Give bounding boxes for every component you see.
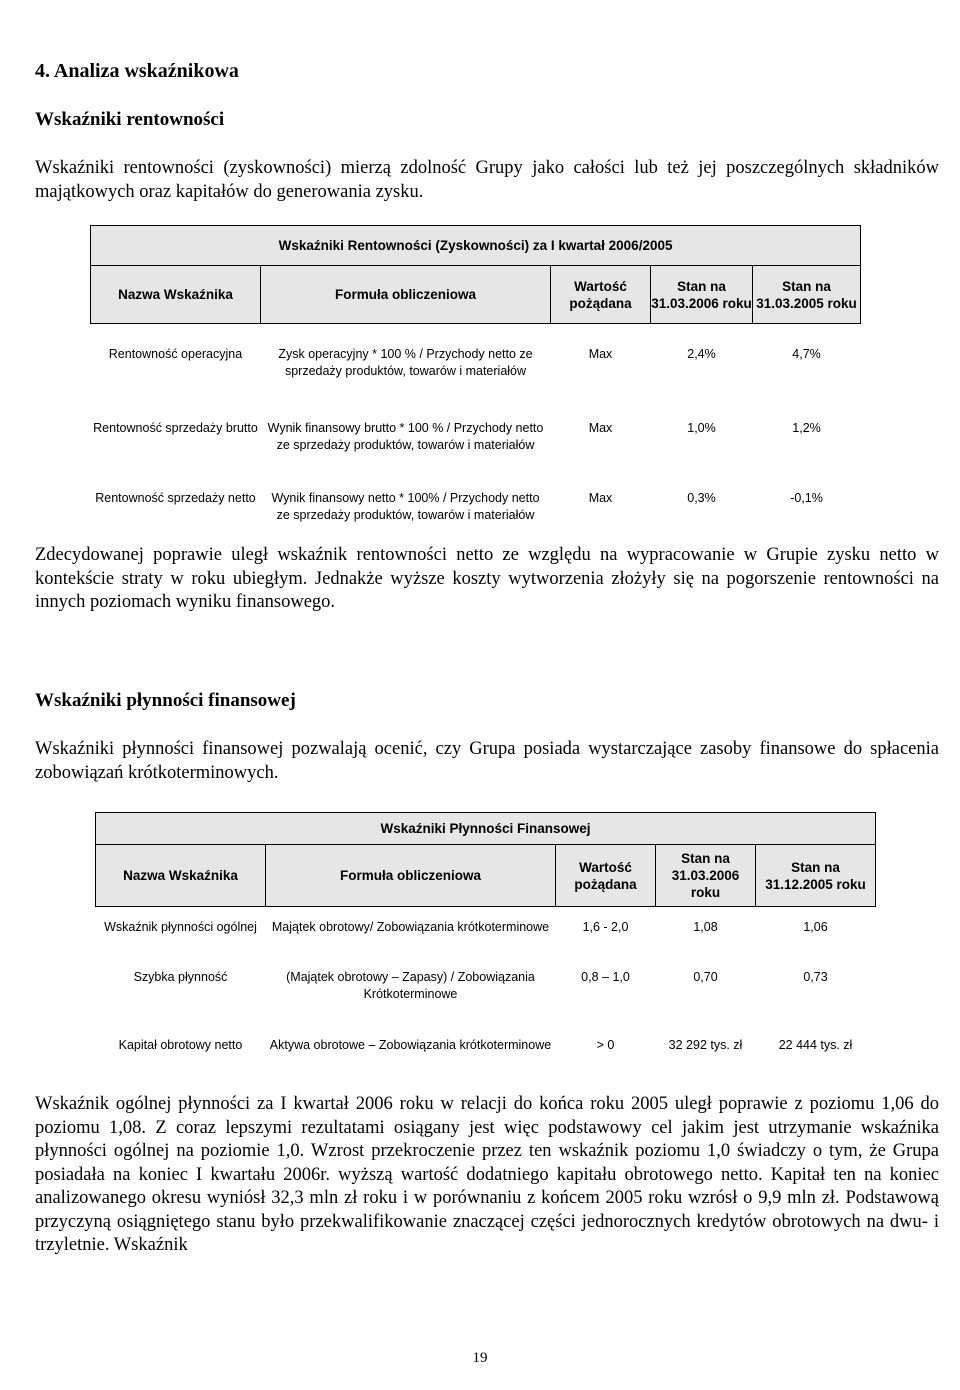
row-target: Max bbox=[588, 490, 613, 505]
table-row bbox=[91, 346, 861, 420]
liquidity-comment: Wskaźnik ogólnej płynności za I kwartał 2006 roku w relacji do końca roku 2005 uległ poprawie z poziomu 1,06 do poziomu 1,08. Z coraz lepszymi rezultatami osiągany jest więc podstawowy cel jakim jest utrzymanie wskaźnika płynności ogólnej na poziomie 1,0. Wzrost przekroczenie przez ten wskaźnik poziomu 1,0 świadczy o tym, że Grupa posiadała na koniec I kwartału 2006r. wyższą wartość dodatniego kapitału obrotowego netto. Kapitał ten na koniec analizowanego okresu wyniósł 32,3 mln zł roku i w porównaniu z końcem 2005 roku wzrósł o 9,9 mln zł. Podstawową przyczyną osiągniętego stanu było przekwalifikowanie znaczącej części jednorocznych kredytów obrotowych na dwu- i trzyletnie. Wskaźnik bbox=[35, 1094, 939, 1255]
row-name: Szybka płynność bbox=[133, 969, 228, 984]
row-value-2006: 1,08 bbox=[693, 919, 718, 934]
row-target: Max bbox=[588, 346, 613, 361]
col-header-formula: Formuła obliczeniowa bbox=[266, 845, 556, 907]
row-target: 1,6 - 2,0 bbox=[582, 919, 629, 934]
col-header-2006: Stan na 31.03.2006 roku bbox=[651, 266, 753, 324]
col-header-2005: Stan na 31.03.2005 roku bbox=[753, 266, 861, 324]
table-row bbox=[96, 969, 876, 1023]
col-header-name: Nazwa Wskaźnika bbox=[91, 266, 261, 324]
row-formula: Wynik finansowy brutto * 100 % / Przychody netto ze sprzedaży produktów, towarów i materiałów bbox=[267, 420, 544, 452]
table-row bbox=[91, 490, 861, 546]
row-value-2006: 2,4% bbox=[687, 346, 716, 361]
row-formula: Aktywa obrotowe – Zobowiązania krótkoterminowe bbox=[269, 1037, 552, 1052]
row-value-2005: 0,73 bbox=[803, 969, 828, 984]
row-value-2005: -0,1% bbox=[790, 490, 823, 505]
liquidity-intro: Wskaźniki płynności finansowej pozwalają ocenić, czy Grupa posiada wystarczające zasoby finansowe do spłacenia zobowiązań krótkoterminowych. bbox=[35, 739, 939, 783]
col-header-target: Wartość pożądana bbox=[556, 845, 656, 907]
profitability-comment: Zdecydowanej poprawie uległ wskaźnik rentowności netto ze względu na wypracowanie w Grupie zysku netto w kontekście straty w roku ubiegłym. Jednakże wyższe koszty wytworzenia złożyły się na pogorszenie rentowności na innych poziomach wyniku finansowego. bbox=[35, 545, 939, 612]
col-header-2006: Stan na 31.03.2006 roku bbox=[656, 845, 756, 907]
row-formula: Zysk operacyjny * 100 % / Przychody netto ze sprzedaży produktów, towarów i materiałów bbox=[278, 346, 533, 378]
row-formula: Wynik finansowy netto * 100% / Przychody netto ze sprzedaży produktów, towarów i materiałów bbox=[271, 490, 540, 522]
section-title: 4. Analiza wskaźnikowa bbox=[35, 60, 239, 82]
row-value-2006: 1,0% bbox=[687, 420, 716, 435]
col-header-target: Wartość pożądana bbox=[551, 266, 651, 324]
profitability-table-title: Wskaźniki Rentowności (Zyskowności) za I kwartał 2006/2005 bbox=[91, 226, 861, 266]
row-name: Rentowność sprzedaży netto bbox=[95, 490, 256, 505]
col-header-name: Nazwa Wskaźnika bbox=[96, 845, 266, 907]
row-value-2006: 0,3% bbox=[687, 490, 716, 505]
col-header-2005: Stan na 31.12.2005 roku bbox=[756, 845, 876, 907]
table-row bbox=[91, 420, 861, 490]
row-target: 0,8 – 1,0 bbox=[581, 969, 630, 984]
table-row bbox=[96, 1037, 876, 1081]
row-value-2005: 4,7% bbox=[792, 346, 821, 361]
row-value-2005: 22 444 tys. zł bbox=[778, 1037, 853, 1052]
row-formula: Majątek obrotowy/ Zobowiązania krótkoterminowe bbox=[271, 919, 550, 934]
row-value-2005: 1,06 bbox=[803, 919, 828, 934]
row-name: Kapitał obrotowy netto bbox=[118, 1037, 243, 1052]
col-header-formula: Formuła obliczeniowa bbox=[261, 266, 551, 324]
row-name: Rentowność sprzedaży brutto bbox=[93, 420, 258, 435]
profitability-heading: Wskaźniki rentowności bbox=[35, 109, 225, 130]
row-value-2006: 0,70 bbox=[693, 969, 718, 984]
row-target: Max bbox=[588, 420, 613, 435]
row-value-2006: 32 292 tys. zł bbox=[668, 1037, 743, 1052]
liquidity-table bbox=[95, 812, 876, 1081]
row-name: Rentowność operacyjna bbox=[108, 346, 243, 361]
row-name: Wskaźnik płynności ogólnej bbox=[104, 919, 257, 934]
profitability-intro: Wskaźniki rentowności (zyskowności) mierzą zdolność Grupy jako całości lub też jej poszczególnych składników majątkowych oraz kapitałów do generowania zysku. bbox=[35, 158, 939, 202]
page-number: 19 bbox=[472, 1350, 488, 1366]
liquidity-heading: Wskaźniki płynności finansowej bbox=[35, 690, 296, 711]
row-target: > 0 bbox=[596, 1037, 615, 1052]
profitability-table bbox=[90, 225, 861, 546]
row-formula: (Majątek obrotowy – Zapasy) / Zobowiązania Krótkoterminowe bbox=[286, 969, 535, 1001]
table-row bbox=[96, 919, 876, 969]
row-value-2005: 1,2% bbox=[792, 420, 821, 435]
liquidity-table-title: Wskaźniki Płynności Finansowej bbox=[96, 813, 876, 845]
